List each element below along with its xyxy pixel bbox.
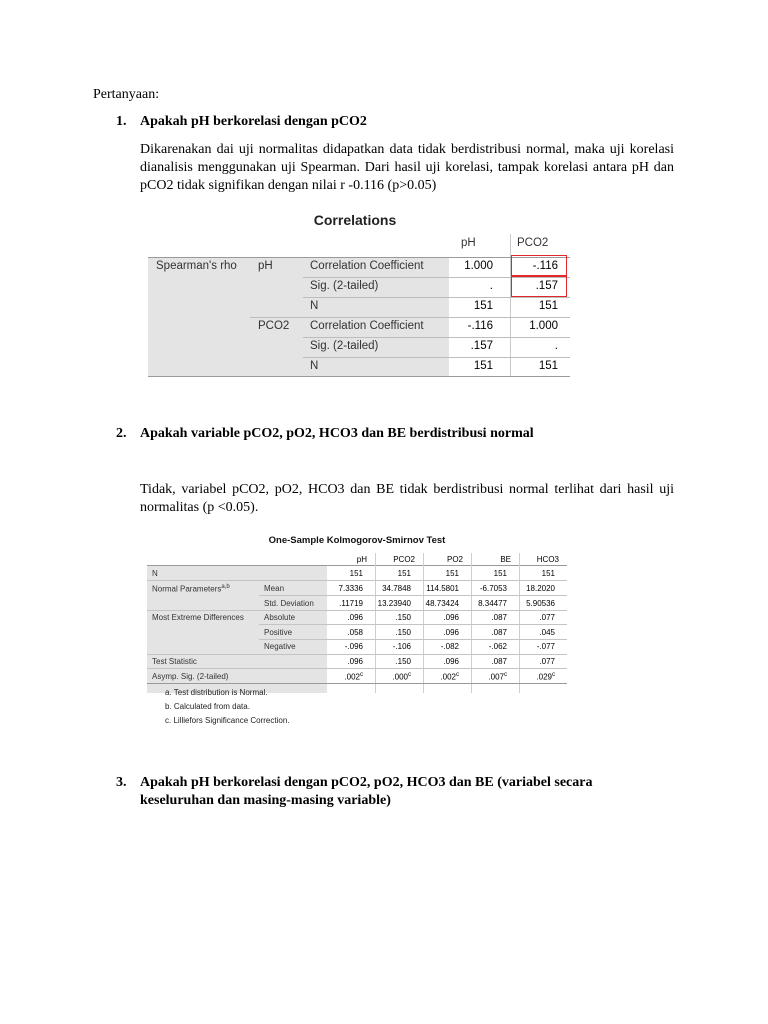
stat-label: Sig. (2-tailed) [310,340,379,352]
ks-value: 8.34477 [478,599,507,608]
ks-col-header: pH [356,555,367,564]
ks-title: One-Sample Kolmogorov-Smirnov Test [268,535,446,546]
row-group-label: Spearman's rho [156,260,237,272]
ks-value: 13.23940 [377,599,411,608]
value-cell: 1.000 [464,260,493,272]
ks-sub-label: Absolute [264,613,296,622]
ks-value: 34.7848 [382,584,411,593]
ks-value: 151 [397,569,411,578]
ks-value: -.062 [488,642,507,651]
ks-value: .096 [443,613,459,622]
ks-value: .002$^c$ [440,672,459,682]
question-2-answer: Tidak, variabel pCO2, pO2, HCO3 dan BE tidak berdistribusi normal terlihat dari hasil uji normalitas (p <0.05). [140,482,674,515]
ks-value: .007$^c$ [488,672,507,682]
value-cell: -.116 [532,260,558,272]
value-cell: 1.000 [529,320,558,332]
value-cell: 151 [473,300,493,312]
question-2-title: Apakah variable pCO2, pO2, HCO3 dan BE berdistribusi normal [140,426,534,441]
ks-row-divider [147,654,567,655]
intro-label: Pertanyaan: [93,87,160,102]
ks-row-label: Most Extreme Differences [152,613,244,622]
ks-value: .077 [539,613,555,622]
row-divider [250,317,570,318]
ks-row-divider [147,610,567,611]
ks-value: 151 [493,569,507,578]
ks-row-divider [259,639,567,640]
header-rule [148,257,570,258]
ks-value: .000$^c$ [392,672,411,682]
ks-row-divider [259,595,567,596]
ks-value: .096 [347,613,363,622]
ks-value: .077 [539,657,555,666]
ks-row-divider [259,624,567,625]
ks-row-label: Normal Parameters$^{a,b}$ [152,584,230,594]
ks-footnote: b. Calculated from data. [165,702,250,711]
ks-row-label: Asymp. Sig. (2-tailed) [152,672,229,681]
ks-value: .150 [395,657,411,666]
ks-value: .087 [491,628,507,637]
ks-value: 151 [445,569,459,578]
ks-value: 7.3336 [338,584,363,593]
correlations-table [148,212,570,377]
var-label-ph: pH [258,260,273,272]
value-cell: . [489,280,493,292]
var-label-pco2: PCO2 [258,320,290,332]
ks-footnote: a. Test distribution is Normal. [165,688,268,697]
ks-value: .11719 [339,599,363,608]
ks-footnote: c. Lilliefors Significance Correction. [165,716,290,725]
ks-row-label: N [152,569,158,578]
value-cell: . [554,340,558,352]
question-1-number: 1. [116,114,127,129]
ks-value: 18.2020 [526,584,555,593]
ks-value: 151 [349,569,363,578]
question-3-title-line1: Apakah pH berkorelasi dengan pCO2, pO2, HCO3 dan BE (variabel secara [140,775,593,790]
col-header-pco2: PCO2 [517,237,549,249]
correlations-title: Correlations [313,212,397,228]
ks-sub-label: Negative [264,642,296,651]
value-cell: 151 [538,300,558,312]
ks-row-divider [147,668,567,669]
ks-col-header: HCO3 [536,555,559,564]
ks-col-header: BE [500,555,511,564]
ks-value: 114.5801 [426,584,459,593]
ks-table [147,535,567,735]
stat-label: N [310,300,319,312]
ks-header-rule [147,565,567,566]
ks-value: -6.7053 [479,584,507,593]
value-cell: .157 [535,280,558,292]
ks-value: 5.90536 [526,599,555,608]
question-1-title: Apakah pH berkorelasi dengan pCO2 [140,114,367,129]
ks-value: .087 [491,613,507,622]
highlight-box-r [511,255,567,276]
ks-value: .096 [443,628,459,637]
ks-value: -.077 [536,642,555,651]
ks-value: .150 [395,628,411,637]
row-divider [303,357,570,358]
value-cell: .157 [470,340,493,352]
ks-value: .029$^c$ [536,672,555,682]
value-cell: 151 [473,360,493,372]
ks-value: .096 [443,657,459,666]
ks-sub-label: Positive [264,628,293,637]
stat-label: Correlation Coefficient [310,320,424,332]
ks-sub-label: Std. Deviation [264,599,314,608]
ks-value: .087 [491,657,507,666]
ks-bottom-rule [147,683,567,684]
stat-label: Sig. (2-tailed) [310,280,379,292]
ks-value: -.106 [392,642,411,651]
question-3-number: 3. [116,775,127,790]
ks-value: -.082 [440,642,459,651]
ks-value: .150 [395,613,411,622]
bottom-rule [148,376,570,377]
question-2-number: 2. [116,426,127,441]
ks-value: .045 [539,628,555,637]
ks-col-header: PCO2 [393,555,415,564]
ks-value: .002$^c$ [344,672,363,682]
ks-value: 48.73424 [425,599,459,608]
row-divider [303,297,570,298]
ks-value: -.096 [344,642,363,651]
ks-value: .096 [347,657,363,666]
ks-value: .058 [347,628,363,637]
stat-label: N [310,360,319,372]
ks-col-header: PO2 [446,555,463,564]
value-cell: -.116 [467,320,493,332]
col-header-ph: pH [461,237,476,249]
stat-label: Correlation Coefficient [310,260,424,272]
ks-row-divider [147,580,567,581]
ks-value: 151 [541,569,555,578]
question-3-title-line2: keseluruhan dan masing-masing variable) [140,793,391,808]
ks-row-label: Test Statistic [152,657,197,666]
ks-sub-label: Mean [264,584,285,593]
value-cell: 151 [538,360,558,372]
row-divider [303,337,570,338]
question-1-answer: Dikarenakan dai uji normalitas didapatkan data tidak berdistribusi normal, maka uji korelasi dianalisis menggunakan uji Spearman. Dari hasil uji korelasi, tampak korelasi antara pH dan pCO2 tidak signifikan dengan nilai r -0.116 (p>0.05) [140,142,674,193]
highlight-box-sig [511,276,567,297]
